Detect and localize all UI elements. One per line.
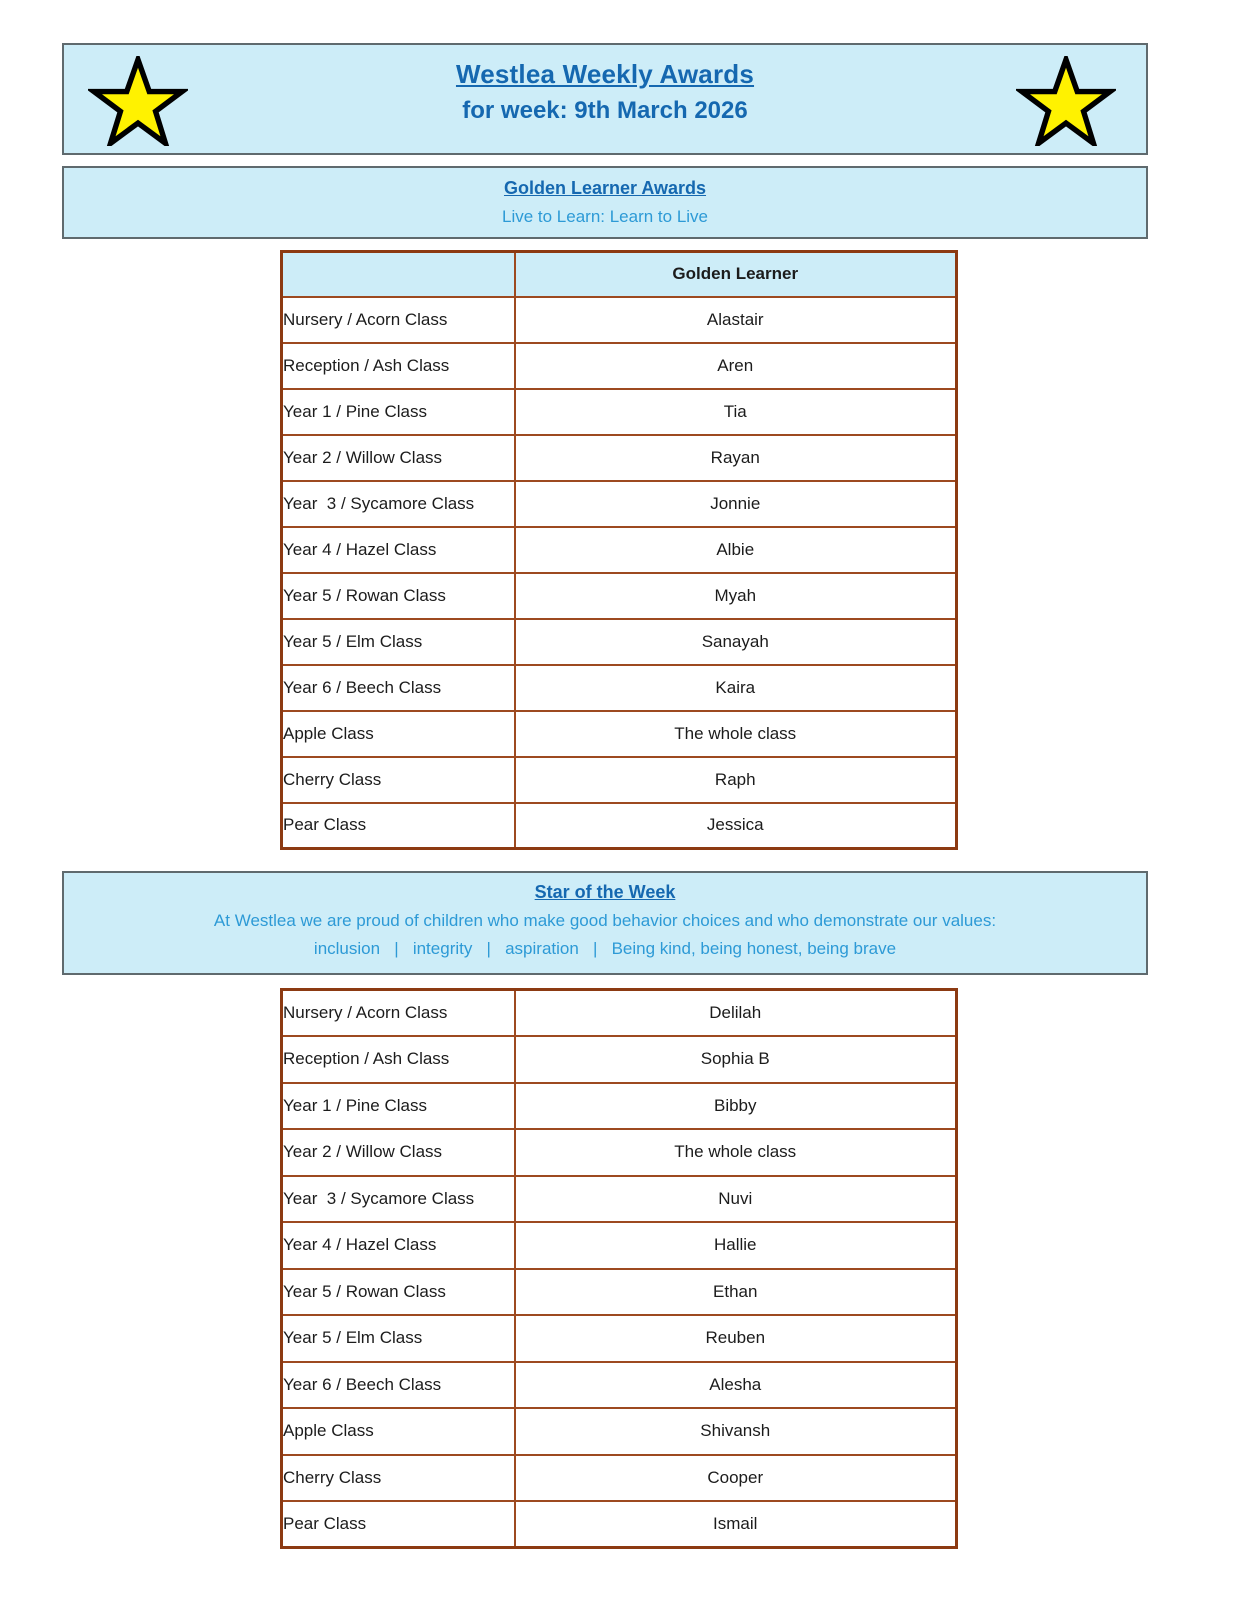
class-name-cell: Year 6 / Beech Class: [282, 665, 515, 711]
award-winner-cell: Jonnie: [515, 481, 957, 527]
award-winner-cell: Shivansh: [515, 1408, 957, 1455]
table-row: [282, 481, 957, 527]
award-winner-cell: Raph: [515, 757, 957, 803]
class-name-cell: Cherry Class: [282, 757, 515, 803]
table-row: [282, 711, 957, 757]
class-name-cell: Year 3 / Sycamore Class: [282, 481, 515, 527]
golden-learner-motto: Live to Learn: Learn to Live: [501, 207, 709, 226]
star-of-the-week-table: [280, 988, 958, 1549]
table-row: [282, 990, 957, 1037]
award-winner-cell: Delilah: [515, 990, 957, 1037]
class-name-cell: Year 1 / Pine Class: [282, 389, 515, 435]
table-row: [282, 1083, 957, 1130]
table-row: [282, 1269, 957, 1316]
class-name-cell: Apple Class: [282, 711, 515, 757]
class-name-cell: Year 3 / Sycamore Class: [282, 1176, 515, 1223]
class-name-cell: Year 1 / Pine Class: [282, 1083, 515, 1130]
class-name-cell: Year 2 / Willow Class: [282, 1129, 515, 1176]
class-name-cell: Pear Class: [282, 1501, 515, 1548]
award-winner-cell: Sophia B: [515, 1036, 957, 1083]
values-intro-line: At Westlea we are proud of children who make good behavior choices and who demonstrate our values:: [213, 911, 997, 930]
golden-learner-heading: Golden Learner Awards: [503, 178, 707, 198]
star-of-the-week-banner: [62, 871, 1148, 975]
table-row: [282, 619, 957, 665]
class-name-cell: Nursery / Acorn Class: [282, 297, 515, 343]
empty-header-cell: [282, 252, 515, 297]
award-winner-cell: Hallie: [515, 1222, 957, 1269]
table-row: [282, 1501, 957, 1548]
class-name-cell: Cherry Class: [282, 1455, 515, 1502]
table-row: [282, 389, 957, 435]
award-winner-cell: Alastair: [515, 297, 957, 343]
award-winner-cell: Myah: [515, 573, 957, 619]
award-winner-cell: Alesha: [515, 1362, 957, 1409]
values-list-line: inclusion | integrity | aspiration | Being kind, being honest, being brave: [313, 939, 897, 958]
table-row: [282, 343, 957, 389]
award-winner-cell: Bibby: [515, 1083, 957, 1130]
star-of-the-week-heading: Star of the Week: [534, 882, 676, 902]
week-subtitle: for week: 9th March 2026: [462, 97, 748, 124]
table-row: [282, 803, 957, 849]
table-row: [282, 757, 957, 803]
golden-learner-column-header: Golden Learner: [515, 252, 957, 297]
class-name-cell: Year 4 / Hazel Class: [282, 527, 515, 573]
table-row: [282, 1315, 957, 1362]
award-winner-cell: The whole class: [515, 711, 957, 757]
award-winner-cell: Nuvi: [515, 1176, 957, 1223]
award-winner-cell: Albie: [515, 527, 957, 573]
award-winner-cell: The whole class: [515, 1129, 957, 1176]
golden-learner-table: [280, 250, 958, 850]
award-winner-cell: Reuben: [515, 1315, 957, 1362]
table-row: [282, 297, 957, 343]
class-name-cell: Reception / Ash Class: [282, 343, 515, 389]
award-winner-cell: Sanayah: [515, 619, 957, 665]
page-title: Westlea Weekly Awards: [455, 59, 755, 89]
star-icon: [1016, 56, 1116, 146]
award-winner-cell: Aren: [515, 343, 957, 389]
header-text-block: [64, 45, 1146, 125]
table-row: [282, 573, 957, 619]
table-row: [282, 1036, 957, 1083]
table-row: [282, 1222, 957, 1269]
star-icon: [88, 56, 188, 146]
class-name-cell: Apple Class: [282, 1408, 515, 1455]
class-name-cell: Year 5 / Elm Class: [282, 619, 515, 665]
award-winner-cell: Ismail: [515, 1501, 957, 1548]
table-row: [282, 665, 957, 711]
table-row: [282, 1176, 957, 1223]
class-name-cell: Reception / Ash Class: [282, 1036, 515, 1083]
table-row: [282, 1129, 957, 1176]
golden-learner-banner: [62, 166, 1148, 239]
award-winner-cell: Ethan: [515, 1269, 957, 1316]
class-name-cell: Year 5 / Elm Class: [282, 1315, 515, 1362]
table-header-row: [282, 252, 957, 297]
table-row: [282, 1455, 957, 1502]
table-row: [282, 1362, 957, 1409]
class-name-cell: Pear Class: [282, 803, 515, 849]
header-banner: [62, 43, 1148, 155]
award-winner-cell: Kaira: [515, 665, 957, 711]
award-winner-cell: Cooper: [515, 1455, 957, 1502]
award-winner-cell: Rayan: [515, 435, 957, 481]
class-name-cell: Year 4 / Hazel Class: [282, 1222, 515, 1269]
table-row: [282, 1408, 957, 1455]
award-winner-cell: Jessica: [515, 803, 957, 849]
class-name-cell: Year 6 / Beech Class: [282, 1362, 515, 1409]
award-winner-cell: Tia: [515, 389, 957, 435]
class-name-cell: Year 5 / Rowan Class: [282, 1269, 515, 1316]
table-row: [282, 527, 957, 573]
class-name-cell: Nursery / Acorn Class: [282, 990, 515, 1037]
table-row: [282, 435, 957, 481]
class-name-cell: Year 2 / Willow Class: [282, 435, 515, 481]
class-name-cell: Year 5 / Rowan Class: [282, 573, 515, 619]
